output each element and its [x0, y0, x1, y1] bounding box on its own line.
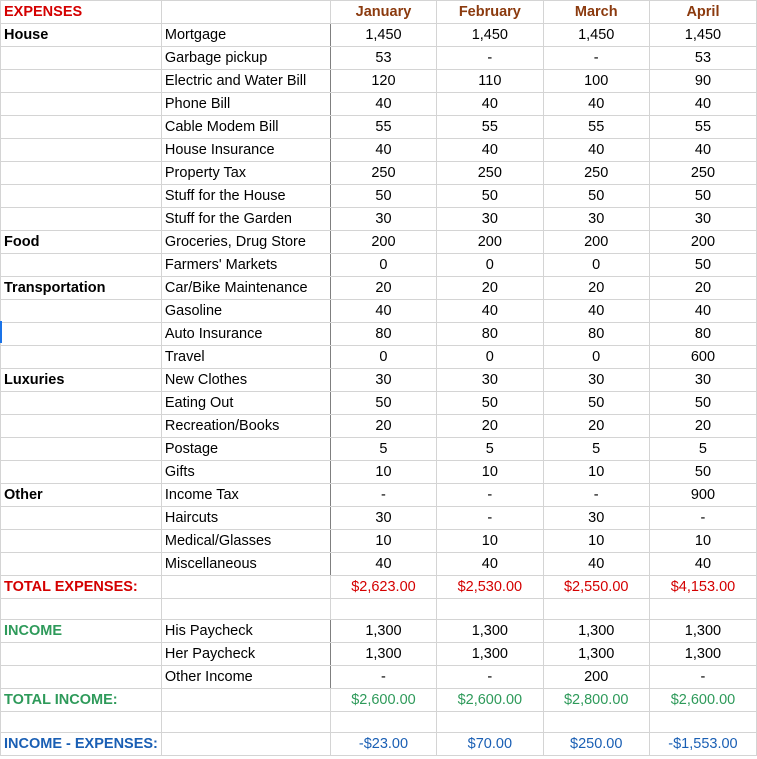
blank-cell[interactable] [1, 643, 162, 666]
income-label[interactable]: INCOME [1, 620, 162, 643]
value-cell[interactable]: - [543, 484, 649, 507]
value-cell[interactable]: 40 [543, 300, 649, 323]
value-cell[interactable]: 30 [543, 208, 649, 231]
value-cell[interactable]: 55 [649, 116, 756, 139]
value-cell[interactable]: 30 [330, 208, 436, 231]
category-cell[interactable] [1, 415, 162, 438]
category-cell[interactable] [1, 346, 162, 369]
expense-row [1, 346, 757, 369]
value-cell[interactable]: 110 [437, 70, 543, 93]
item-cell[interactable]: New Clothes [161, 369, 330, 392]
value-cell[interactable]: 250 [330, 162, 436, 185]
value-cell[interactable]: 5 [330, 438, 436, 461]
item-cell[interactable]: Groceries, Drug Store [161, 231, 330, 254]
value-cell[interactable]: 20 [649, 415, 756, 438]
value-cell[interactable]: 120 [330, 70, 436, 93]
value-cell[interactable]: 40 [437, 93, 543, 116]
value-cell[interactable]: 30 [649, 208, 756, 231]
item-cell[interactable]: Her Paycheck [161, 643, 330, 666]
category-cell[interactable] [1, 208, 162, 231]
income-row [1, 643, 757, 666]
value-cell[interactable]: 1,300 [330, 643, 436, 666]
expense-row [1, 231, 757, 254]
value-cell[interactable]: $2,623.00 [330, 576, 436, 599]
value-cell[interactable]: 30 [543, 507, 649, 530]
item-cell[interactable]: Gasoline [161, 300, 330, 323]
item-cell[interactable]: Auto Insurance [161, 323, 330, 346]
gap-row [1, 712, 757, 733]
income-row [1, 666, 757, 689]
value-cell[interactable]: 55 [437, 116, 543, 139]
category-cell[interactable] [1, 392, 162, 415]
expense-row [1, 300, 757, 323]
value-cell[interactable]: - [437, 507, 543, 530]
value-cell[interactable]: 0 [330, 254, 436, 277]
income-row [1, 620, 757, 643]
expenses-header[interactable]: EXPENSES [1, 1, 162, 24]
expense-row [1, 461, 757, 484]
expense-row [1, 507, 757, 530]
value-cell[interactable]: 900 [649, 484, 756, 507]
value-cell[interactable]: 1,300 [649, 643, 756, 666]
value-cell[interactable]: 200 [330, 231, 436, 254]
category-cell[interactable] [1, 254, 162, 277]
value-cell[interactable]: 40 [649, 553, 756, 576]
value-cell[interactable]: 40 [330, 93, 436, 116]
blank-cell[interactable] [161, 576, 330, 599]
value-cell[interactable]: $4,153.00 [649, 576, 756, 599]
expense-row [1, 553, 757, 576]
value-cell[interactable]: - [330, 484, 436, 507]
blank-cell[interactable] [543, 599, 649, 620]
expense-row [1, 530, 757, 553]
value-cell[interactable]: 80 [437, 323, 543, 346]
value-cell[interactable]: - [437, 47, 543, 70]
expense-row [1, 116, 757, 139]
category-cell[interactable] [1, 438, 162, 461]
value-cell[interactable]: 5 [543, 438, 649, 461]
value-cell[interactable]: 20 [437, 415, 543, 438]
value-cell[interactable]: 55 [330, 116, 436, 139]
value-cell[interactable]: 50 [649, 392, 756, 415]
value-cell[interactable]: $2,530.00 [437, 576, 543, 599]
value-cell[interactable]: 30 [543, 369, 649, 392]
value-cell[interactable]: 1,300 [543, 620, 649, 643]
category-cell[interactable] [1, 553, 162, 576]
expense-row [1, 484, 757, 507]
category-cell[interactable] [1, 116, 162, 139]
total-expenses-label[interactable]: TOTAL EXPENSES: [1, 576, 162, 599]
value-cell[interactable]: -$1,553.00 [649, 733, 756, 756]
value-cell[interactable]: 50 [649, 254, 756, 277]
item-cell[interactable]: Electric and Water Bill [161, 70, 330, 93]
category-cell[interactable] [1, 185, 162, 208]
blank-cell[interactable] [1, 666, 162, 689]
value-cell[interactable]: $2,550.00 [543, 576, 649, 599]
blank-cell[interactable] [161, 712, 330, 733]
value-cell[interactable]: - [649, 666, 756, 689]
value-cell[interactable]: 1,300 [437, 643, 543, 666]
item-cell[interactable]: Other Income [161, 666, 330, 689]
item-cell[interactable]: Gifts [161, 461, 330, 484]
value-cell[interactable]: 40 [649, 93, 756, 116]
value-cell[interactable]: 1,300 [330, 620, 436, 643]
value-cell[interactable]: 80 [649, 323, 756, 346]
value-cell[interactable]: 200 [649, 231, 756, 254]
blank-cell[interactable] [649, 599, 756, 620]
value-cell[interactable]: 40 [543, 553, 649, 576]
value-cell[interactable]: 100 [543, 70, 649, 93]
value-cell[interactable]: 20 [543, 277, 649, 300]
value-cell[interactable]: 80 [543, 323, 649, 346]
total-expenses-row [1, 576, 757, 599]
value-cell[interactable]: 50 [649, 185, 756, 208]
blank-cell[interactable] [161, 1, 330, 24]
month-header-march[interactable]: March [543, 1, 649, 24]
value-cell[interactable]: 55 [543, 116, 649, 139]
value-cell[interactable]: 40 [437, 300, 543, 323]
blank-cell[interactable] [649, 712, 756, 733]
blank-cell[interactable] [161, 599, 330, 620]
category-cell[interactable] [1, 93, 162, 116]
value-cell[interactable]: 250 [437, 162, 543, 185]
expense-row [1, 369, 757, 392]
net-label[interactable]: INCOME - EXPENSES: [1, 733, 162, 756]
value-cell[interactable]: 20 [649, 277, 756, 300]
value-cell[interactable]: 40 [437, 553, 543, 576]
value-cell[interactable]: 80 [330, 323, 436, 346]
value-cell[interactable]: - [330, 666, 436, 689]
category-cell[interactable] [1, 47, 162, 70]
item-cell[interactable]: Cable Modem Bill [161, 116, 330, 139]
value-cell[interactable]: 30 [437, 208, 543, 231]
category-cell[interactable] [1, 162, 162, 185]
item-cell[interactable]: His Paycheck [161, 620, 330, 643]
value-cell[interactable]: 20 [437, 277, 543, 300]
expense-row [1, 93, 757, 116]
category-cell[interactable]: Food [1, 231, 162, 254]
value-cell[interactable]: 10 [330, 461, 436, 484]
expense-row [1, 208, 757, 231]
value-cell[interactable]: 0 [543, 254, 649, 277]
value-cell[interactable]: 30 [330, 369, 436, 392]
value-cell[interactable]: 5 [649, 438, 756, 461]
value-cell[interactable]: 10 [330, 530, 436, 553]
item-cell[interactable]: Recreation/Books [161, 415, 330, 438]
value-cell[interactable]: 50 [437, 185, 543, 208]
month-header-april[interactable]: April [649, 1, 756, 24]
value-cell[interactable]: 50 [330, 185, 436, 208]
value-cell[interactable]: - [649, 507, 756, 530]
item-cell[interactable]: Stuff for the Garden [161, 208, 330, 231]
expense-row [1, 415, 757, 438]
item-cell[interactable]: Income Tax [161, 484, 330, 507]
value-cell[interactable]: 1,300 [437, 620, 543, 643]
item-cell[interactable]: Car/Bike Maintenance [161, 277, 330, 300]
category-cell[interactable]: Transportation [1, 277, 162, 300]
value-cell[interactable]: 0 [543, 346, 649, 369]
category-cell[interactable] [1, 300, 162, 323]
net-row [1, 733, 757, 756]
blank-cell[interactable] [1, 712, 162, 733]
value-cell[interactable]: 250 [649, 162, 756, 185]
expense-row [1, 392, 757, 415]
value-cell[interactable]: - [437, 484, 543, 507]
value-cell[interactable]: 30 [649, 369, 756, 392]
value-cell[interactable]: 40 [437, 139, 543, 162]
gap-row [1, 599, 757, 620]
item-cell[interactable]: Haircuts [161, 507, 330, 530]
value-cell[interactable]: 90 [649, 70, 756, 93]
category-cell[interactable] [1, 461, 162, 484]
category-cell[interactable] [1, 139, 162, 162]
value-cell[interactable]: 1,300 [649, 620, 756, 643]
category-cell[interactable] [1, 323, 162, 346]
blank-cell[interactable] [543, 712, 649, 733]
expense-row [1, 254, 757, 277]
month-header-february[interactable]: February [437, 1, 543, 24]
expense-row [1, 277, 757, 300]
item-cell[interactable]: Medical/Glasses [161, 530, 330, 553]
item-cell[interactable]: Postage [161, 438, 330, 461]
category-cell[interactable]: Luxuries [1, 369, 162, 392]
value-cell[interactable]: 20 [330, 277, 436, 300]
item-cell[interactable]: Phone Bill [161, 93, 330, 116]
month-header-january[interactable]: January [330, 1, 436, 24]
blank-cell[interactable] [161, 689, 330, 712]
value-cell[interactable]: 1,450 [649, 24, 756, 47]
value-cell[interactable]: 600 [649, 346, 756, 369]
expense-row [1, 185, 757, 208]
value-cell[interactable]: 0 [437, 254, 543, 277]
value-cell[interactable]: 200 [543, 666, 649, 689]
value-cell[interactable]: $70.00 [437, 733, 543, 756]
value-cell[interactable]: $2,600.00 [330, 689, 436, 712]
expense-row [1, 47, 757, 70]
value-cell[interactable]: 10 [543, 461, 649, 484]
value-cell[interactable]: 30 [437, 369, 543, 392]
value-cell[interactable]: 50 [649, 461, 756, 484]
value-cell[interactable]: 40 [543, 139, 649, 162]
value-cell[interactable]: 0 [437, 346, 543, 369]
blank-cell[interactable] [437, 599, 543, 620]
category-cell[interactable] [1, 507, 162, 530]
value-cell[interactable]: $2,600.00 [437, 689, 543, 712]
value-cell[interactable]: $2,800.00 [543, 689, 649, 712]
value-cell[interactable]: 1,450 [330, 24, 436, 47]
value-cell[interactable]: 40 [330, 553, 436, 576]
value-cell[interactable]: 200 [437, 231, 543, 254]
expense-row [1, 70, 757, 93]
item-cell[interactable]: Eating Out [161, 392, 330, 415]
value-cell[interactable]: - [437, 666, 543, 689]
value-cell[interactable]: 40 [649, 300, 756, 323]
value-cell[interactable]: 20 [543, 415, 649, 438]
item-cell[interactable]: Property Tax [161, 162, 330, 185]
item-cell[interactable]: Travel [161, 346, 330, 369]
item-cell[interactable]: House Insurance [161, 139, 330, 162]
value-cell[interactable]: 0 [330, 346, 436, 369]
blank-cell[interactable] [161, 733, 330, 756]
value-cell[interactable]: 250 [543, 162, 649, 185]
expense-row [1, 438, 757, 461]
expense-row [1, 162, 757, 185]
expense-row [1, 323, 757, 346]
total-income-row [1, 689, 757, 712]
value-cell[interactable]: 40 [330, 139, 436, 162]
category-cell[interactable] [1, 530, 162, 553]
value-cell[interactable]: 10 [437, 530, 543, 553]
value-cell[interactable]: 30 [330, 507, 436, 530]
value-cell[interactable]: 40 [649, 139, 756, 162]
value-cell[interactable]: 40 [543, 93, 649, 116]
blank-cell[interactable] [1, 599, 162, 620]
value-cell[interactable]: 50 [330, 392, 436, 415]
header-row [1, 1, 757, 24]
value-cell[interactable]: 1,450 [543, 24, 649, 47]
total-income-label[interactable]: TOTAL INCOME: [1, 689, 162, 712]
category-cell[interactable]: House [1, 24, 162, 47]
category-cell[interactable] [1, 70, 162, 93]
value-cell[interactable]: 10 [543, 530, 649, 553]
expense-row [1, 24, 757, 47]
blank-cell[interactable] [330, 599, 436, 620]
value-cell[interactable]: 200 [543, 231, 649, 254]
value-cell[interactable]: - [543, 47, 649, 70]
value-cell[interactable]: 10 [649, 530, 756, 553]
expense-row [1, 139, 757, 162]
item-cell[interactable]: Stuff for the House [161, 185, 330, 208]
item-cell[interactable]: Farmers' Markets [161, 254, 330, 277]
value-cell[interactable]: 40 [330, 300, 436, 323]
value-cell[interactable]: 5 [437, 438, 543, 461]
value-cell[interactable]: -$23.00 [330, 733, 436, 756]
value-cell[interactable]: $250.00 [543, 733, 649, 756]
value-cell[interactable]: 50 [543, 185, 649, 208]
blank-cell[interactable] [437, 712, 543, 733]
item-cell[interactable]: Mortgage [161, 24, 330, 47]
value-cell[interactable]: 53 [649, 47, 756, 70]
blank-cell[interactable] [330, 712, 436, 733]
value-cell[interactable]: 10 [437, 461, 543, 484]
item-cell[interactable]: Garbage pickup [161, 47, 330, 70]
value-cell[interactable]: 1,450 [437, 24, 543, 47]
category-cell[interactable]: Other [1, 484, 162, 507]
item-cell[interactable]: Miscellaneous [161, 553, 330, 576]
value-cell[interactable]: 20 [330, 415, 436, 438]
value-cell[interactable]: 50 [543, 392, 649, 415]
value-cell[interactable]: 1,300 [543, 643, 649, 666]
value-cell[interactable]: 50 [437, 392, 543, 415]
cell-selection-marker [0, 321, 2, 343]
value-cell[interactable]: 53 [330, 47, 436, 70]
value-cell[interactable]: $2,600.00 [649, 689, 756, 712]
